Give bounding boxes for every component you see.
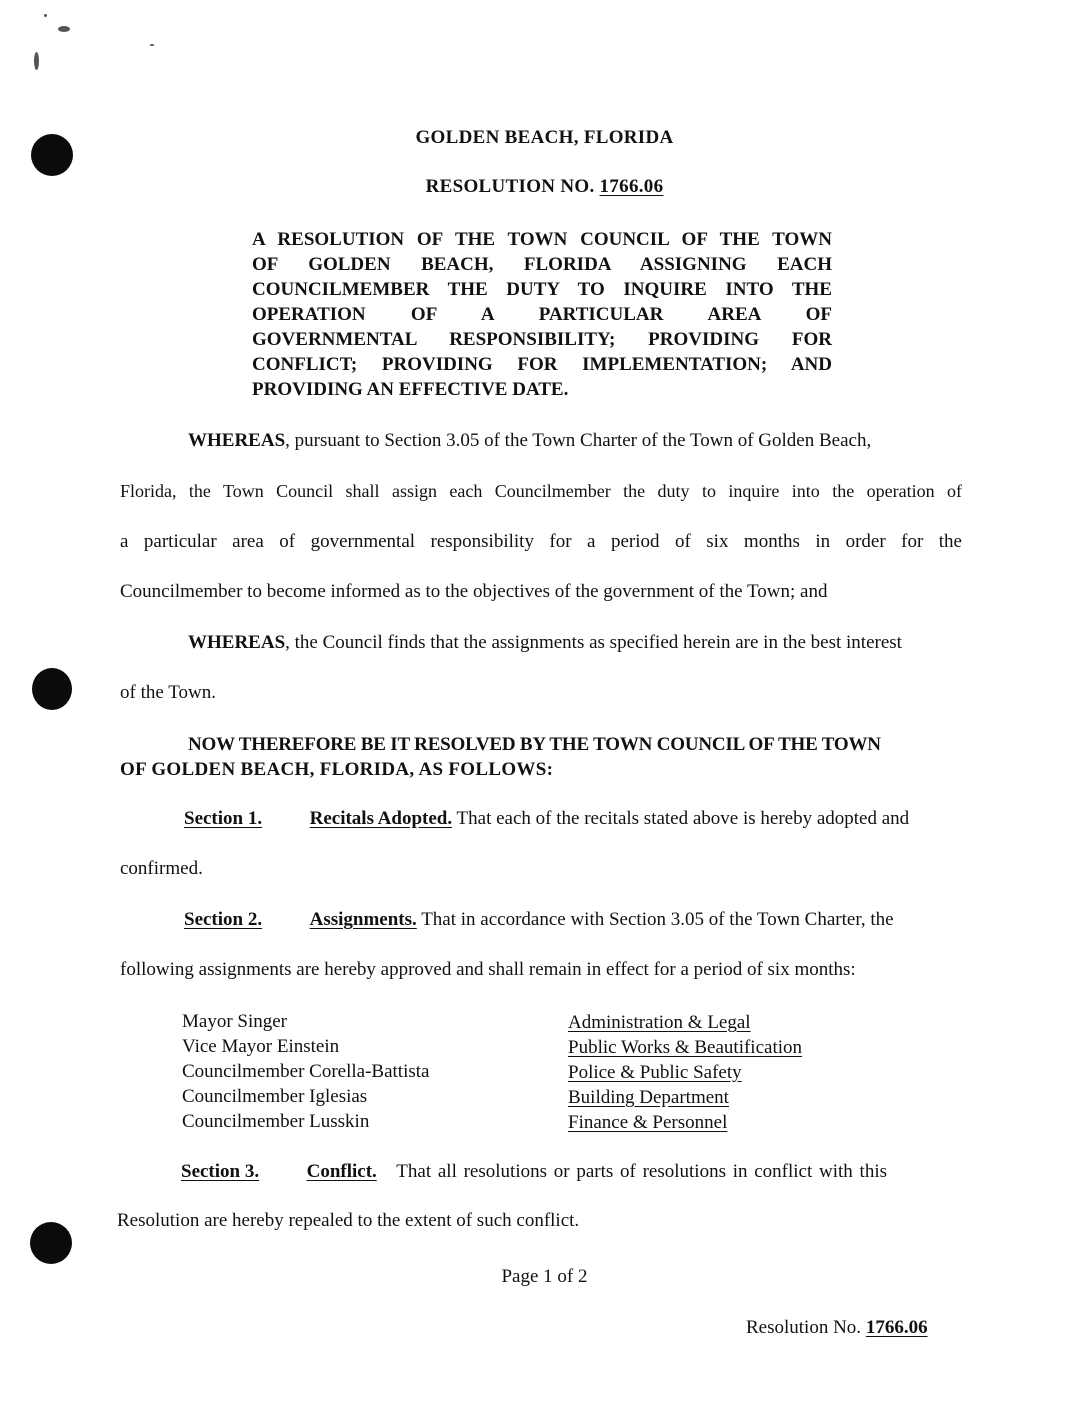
assignment-area: Building Department: [568, 1087, 729, 1108]
section-3-line-2: Resolution are hereby repealed to the extent of such conflict.: [117, 1210, 580, 1231]
section-2-line-2: following assignments are hereby approved and shall remain in effect for a period of six months:: [120, 959, 856, 980]
whereas-1-line-3: a particular area of governmental responsibility for a period of six months in order for the: [120, 531, 962, 552]
assignment-member: Councilmember Lusskin: [182, 1111, 370, 1132]
town-title: GOLDEN BEACH, FLORIDA: [415, 127, 674, 148]
assignment-area: Police & Public Safety: [568, 1062, 742, 1083]
resolution-number: 1766.06: [599, 176, 664, 197]
caption-line: GOVERNMENTAL RESPONSIBILITY; PROVIDING FOR: [252, 329, 832, 350]
section-1-heading: Recitals Adopted.: [309, 808, 453, 829]
resolved-clause-line-1: NOW THEREFORE BE IT RESOLVED BY THE TOWN COUNCIL OF THE TOWN: [188, 734, 881, 755]
section-2-label: Section 2.: [184, 909, 263, 930]
caption-line: PROVIDING AN EFFECTIVE DATE.: [252, 379, 569, 400]
section-2-line-1: Section 2. Assignments. That in accordance with Section 3.05 of the Town Charter, the: [184, 909, 894, 930]
footer-resolution-number: Resolution No. 1766.06: [746, 1317, 928, 1338]
assignment-member: Councilmember Iglesias: [182, 1086, 368, 1107]
section-3-label: Section 3.: [181, 1161, 260, 1182]
section-1-label: Section 1.: [184, 808, 263, 829]
assignment-member: Vice Mayor Einstein: [182, 1036, 340, 1057]
scan-speck: [44, 14, 47, 17]
page-number: Page 1 of 2: [501, 1266, 588, 1287]
section-3-heading: Conflict.: [306, 1161, 377, 1182]
caption-line: A RESOLUTION OF THE TOWN COUNCIL OF THE TOWN: [252, 229, 832, 250]
caption-line: COUNCILMEMBER THE DUTY TO INQUIRE INTO THE: [252, 279, 832, 300]
whereas-1-line-1: WHEREAS, pursuant to Section 3.05 of the Town Charter of the Town of Golden Beach,: [188, 430, 872, 451]
assignment-areas: [568, 1010, 802, 1135]
assignment-area: Administration & Legal: [568, 1012, 751, 1033]
assignment-area: Finance & Personnel: [568, 1112, 728, 1133]
section-2-heading: Assignments.: [309, 909, 417, 930]
assignment-member: Councilmember Corella-Battista: [182, 1061, 430, 1082]
scan-speck: [150, 44, 154, 46]
scan-speck: [58, 26, 70, 32]
caption-line: OPERATION OF A PARTICULAR AREA OF: [252, 304, 832, 325]
assignment-area: Public Works & Beautification: [568, 1037, 803, 1058]
resolution-caption: [252, 227, 832, 402]
caption-line: OF GOLDEN BEACH, FLORIDA ASSIGNING EACH: [252, 254, 832, 275]
assignment-members: [182, 1009, 429, 1134]
section-1-line-1: Section 1. Recitals Adopted. That each of the recitals stated above is hereby adopted and: [184, 808, 910, 829]
caption-line: CONFLICT; PROVIDING FOR IMPLEMENTATION; AND: [252, 354, 832, 375]
whereas-1-line-2: Florida, the Town Council shall assign each Councilmember the duty to inquire into the operation of: [120, 481, 962, 501]
assignment-member: Mayor Singer: [182, 1011, 288, 1032]
punch-hole-middle: [32, 668, 72, 710]
section-3-line-1: Section 3. Conflict. That all resolutions or parts of resolutions in conflict with this: [181, 1161, 888, 1182]
whereas-1-line-4: Councilmember to become informed as to the objectives of the government of the Town; and: [120, 581, 828, 602]
resolution-number-title: RESOLUTION NO. 1766.06: [425, 176, 664, 197]
resolved-clause-line-2: OF GOLDEN BEACH, FLORIDA, AS FOLLOWS:: [120, 759, 554, 780]
whereas-2-line-1: WHEREAS, the Council finds that the assignments as specified herein are in the best interest: [188, 632, 902, 653]
section-1-line-2: confirmed.: [120, 858, 203, 879]
punch-hole-bottom: [30, 1222, 72, 1264]
whereas-2-line-2: of the Town.: [120, 682, 216, 703]
scan-speck: [34, 52, 39, 70]
